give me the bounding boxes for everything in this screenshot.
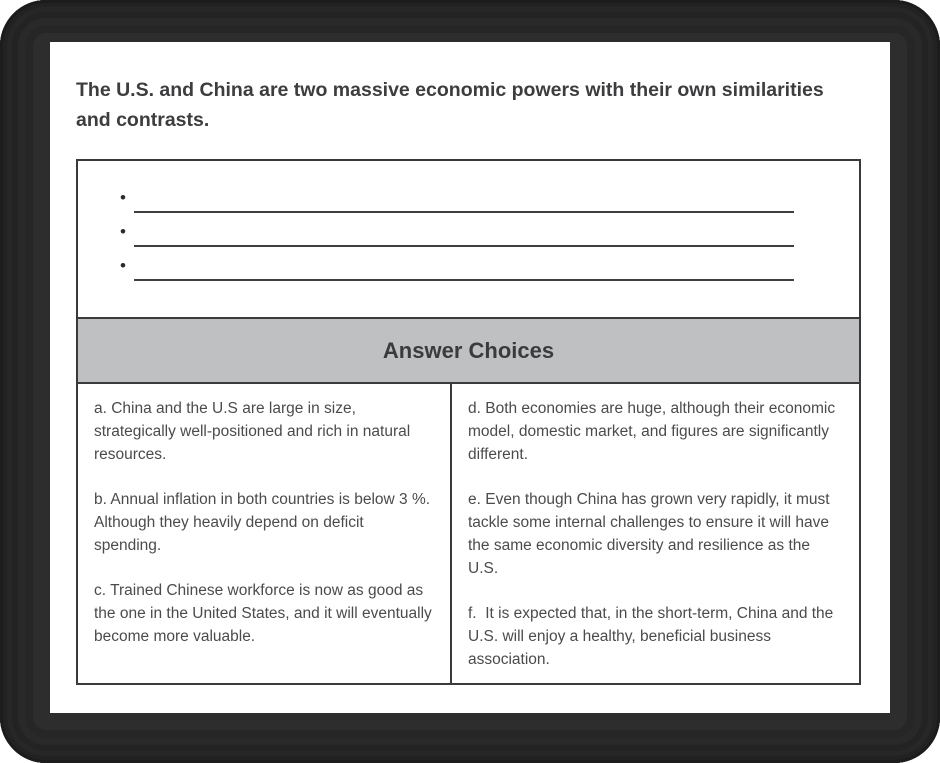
answer-blank-line-1[interactable]	[134, 177, 794, 213]
answer-blank-row	[120, 213, 794, 247]
answer-blank-line-2[interactable]	[134, 211, 794, 247]
answer-blanks-section	[78, 161, 859, 317]
answer-choice-b: b. Annual inflation in both countries is below 3 %. Although they heavily depend on deficit spending.	[94, 491, 434, 554]
bullet-icon: •	[120, 222, 126, 241]
answer-choices-header: Answer Choices	[78, 317, 859, 384]
answer-choice-c: c. Trained Chinese workforce is now as good as the one in the United States, and it will eventually become more valuable.	[94, 582, 437, 645]
answer-choice-a: a. China and the U.S are large in size, strategically well-positioned and rich in natural resources.	[94, 400, 415, 463]
answer-choice-e: e. Even though China has grown very rapidly, it must tackle some internal challenges to ensure it will have the same economic diversity and resilience as the U.S.	[468, 491, 834, 577]
answer-choices-right-column	[450, 384, 859, 683]
answer-blank-line-3[interactable]	[134, 245, 794, 281]
answer-blank-row	[120, 247, 794, 281]
answer-choice-d: d. Both economies are huge, although their economic model, domestic market, and figures are significantly different.	[468, 400, 840, 463]
answer-choice-f: f. It is expected that, in the short-term, China and the U.S. will enjoy a healthy, beneficial business association.	[468, 605, 838, 668]
page-title: The U.S. and China are two massive economic powers with their own similarities and contrasts.	[76, 79, 824, 131]
worksheet-table	[76, 159, 861, 685]
answer-blank-row	[120, 179, 794, 213]
answer-choices-columns	[78, 384, 859, 683]
bullet-icon: •	[120, 188, 126, 207]
bullet-icon: •	[120, 256, 126, 275]
answer-choices-left-column	[78, 384, 450, 683]
worksheet-card	[50, 42, 890, 713]
